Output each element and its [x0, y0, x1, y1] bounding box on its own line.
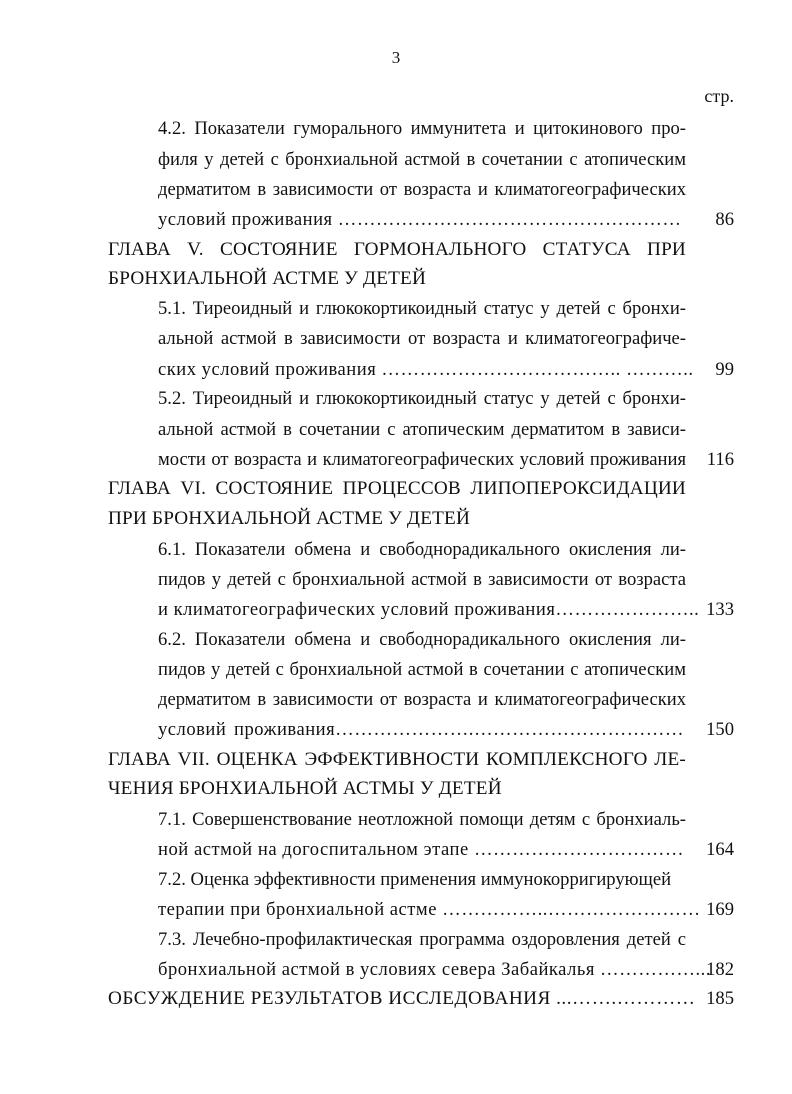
- toc-line: мости от возраста и климатогеографических условий проживания: [158, 449, 686, 470]
- toc-line: ских условий проживания ……………………………….. ………..: [158, 359, 694, 380]
- toc-page-number: 185: [706, 988, 734, 1009]
- toc-line: дерматитом в зависимости от возраста и климатогеографических: [158, 179, 686, 200]
- page-number: 3: [391, 48, 401, 67]
- toc-line: 5.2. Тиреоидный и глюкокортикоидный статус у детей с бронхи-: [158, 388, 686, 409]
- toc-line: дерматитом в зависимости от возраста и климатогеографических: [158, 689, 686, 710]
- chapter-title-line: ГЛАВА V. СОСТОЯНИЕ ГОРМОНАЛЬНОГО СТАТУСА ПРИ: [108, 239, 686, 260]
- toc-line: 7.3. Лечебно-профилактическая программа оздоровления детей с: [158, 929, 686, 950]
- toc-line: 6.1. Показатели обмена и свободнорадикального окисления ли-: [158, 539, 686, 560]
- toc-line: условий проживания ………………………………………………: [158, 209, 682, 230]
- toc-line: бронхиальной астмой в условиях севера Забайкалья ……………...: [158, 959, 711, 980]
- chapter-title-line: ГЛАВА VII. ОЦЕНКА ЭФФЕКТИВНОСТИ КОМПЛЕКСНОГО ЛЕ-: [108, 749, 686, 770]
- toc-line: ной астмой на догоспитальном этапе ……………………………: [158, 839, 684, 860]
- toc-line: 4.2. Показатели гуморального иммунитета и цитокинового про-: [158, 118, 686, 139]
- toc-line: и климатогеографических условий проживания…………………..: [158, 599, 700, 620]
- toc-line: альной астмой в зависимости от возраста и климатогеографиче-: [158, 328, 686, 349]
- toc-page-number: 133: [706, 599, 734, 620]
- toc-line: 7.1. Совершенствование неотложной помощи детям с бронхиаль-: [158, 809, 686, 830]
- toc-page-number: 150: [706, 719, 734, 740]
- toc-page-number: 169: [706, 899, 734, 920]
- toc-line: 7.2. Оценка эффективности применения иммунокорригирующей: [158, 869, 672, 890]
- toc-page-number: 182: [706, 959, 734, 980]
- toc-line: пидов у детей с бронхиальной астмой в сочетании с атопическим: [158, 659, 686, 680]
- toc-line: пидов у детей с бронхиальной астмой в зависимости от возраста: [158, 569, 686, 590]
- toc-line: альной астмой в сочетании с атопическим дерматитом в зависи-: [158, 419, 686, 440]
- toc-line: 5.1. Тиреоидный и глюкокортикоидный статус у детей с бронхи-: [158, 298, 686, 319]
- toc-page-number: 99: [715, 359, 734, 380]
- toc-line: ОБСУЖДЕНИЕ РЕЗУЛЬТАТОВ ИССЛЕДОВАНИЯ ...…….…………: [108, 988, 696, 1009]
- chapter-title-line: ПРИ БРОНХИАЛЬНОЙ АСТМЕ У ДЕТЕЙ: [108, 508, 471, 529]
- toc-page-number: 164: [706, 839, 734, 860]
- toc-page-number: 116: [706, 449, 734, 470]
- chapter-title-line: БРОНХИАЛЬНОЙ АСТМЕ У ДЕТЕЙ: [108, 268, 427, 289]
- page-column-label: стр.: [704, 86, 734, 106]
- toc-line: филя у детей с бронхиальной астмой в сочетании с атопическим: [158, 149, 686, 170]
- chapter-title-line: ГЛАВА VI. СОСТОЯНИЕ ПРОЦЕССОВ ЛИПОПЕРОКСИДАЦИИ: [108, 478, 686, 499]
- toc-line: терапии при бронхиальной астме ……………..……………………: [158, 899, 701, 920]
- toc-page-number: 86: [715, 209, 734, 230]
- chapter-title-line: ЧЕНИЯ БРОНХИАЛЬНОЙ АСТМЫ У ДЕТЕЙ: [108, 778, 502, 799]
- toc-line: условий проживания………………….……………………………: [158, 719, 684, 740]
- toc-line: 6.2. Показатели обмена и свободнорадикального окисления ли-: [158, 629, 686, 650]
